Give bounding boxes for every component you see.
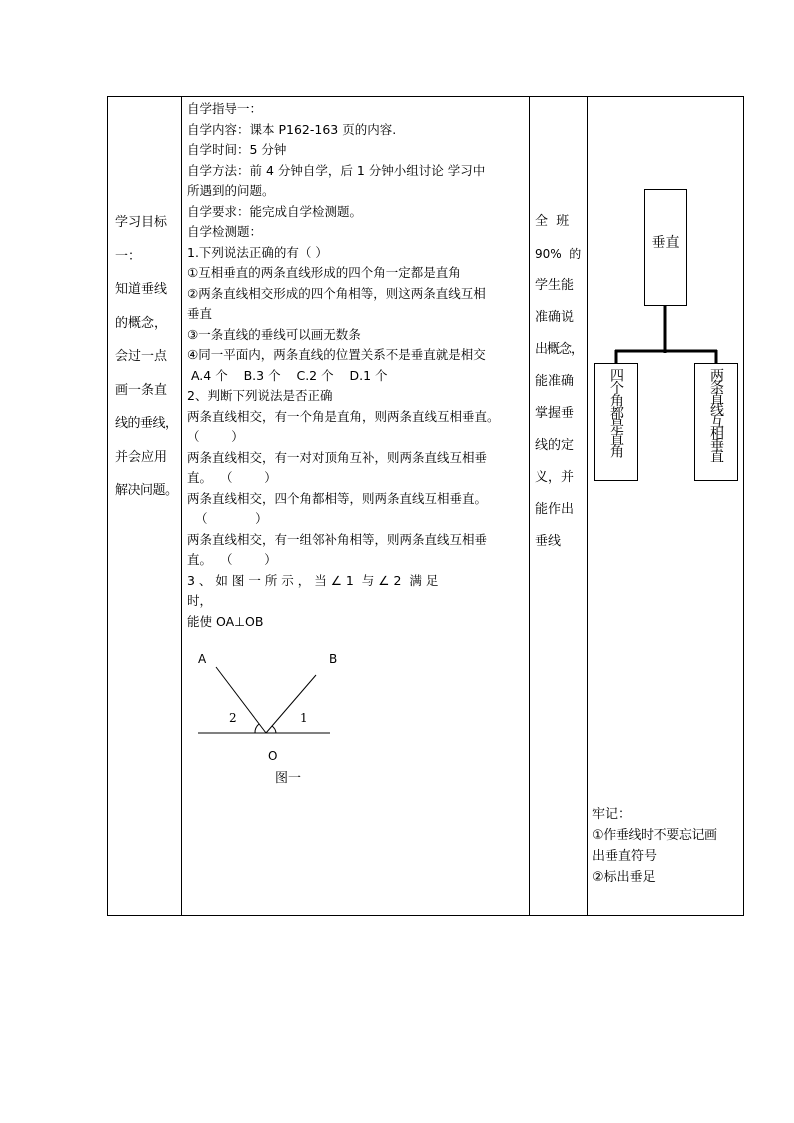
angle-figure	[190, 645, 340, 790]
question-1-c: ③一条直线的垂线可以画无数条	[187, 326, 361, 342]
note-item-1-cont: 出垂直符号	[592, 849, 658, 864]
right-concept-box	[694, 363, 738, 481]
target-line: 90% 的	[535, 247, 582, 261]
angle-1-arc	[272, 726, 276, 733]
question-3: 3 、 如 图 一 所 示 ， 当 ∠ 1 与 ∠ 2 满 足	[187, 572, 439, 588]
target-line: 义，并	[535, 470, 575, 485]
guide-title: 自学指导一：	[187, 101, 263, 116]
label-1: 1	[300, 711, 308, 725]
label-a: A	[198, 652, 207, 666]
question-2-a-blank: （ ）	[187, 429, 244, 444]
question-2-b: 两条直线相交，有一对对顶角互补，则两条直线互相垂	[187, 449, 488, 465]
question-3-cont: 时，	[187, 593, 213, 608]
root-concept-label: 垂直	[651, 234, 680, 251]
study-content: 自学内容：课本 P162-163 页的内容.	[187, 121, 397, 137]
question-1-a: ①互相垂直的两条直线形成的四个角一定都是直角	[187, 265, 461, 280]
left-concept-label: 四个角都是直角	[608, 368, 624, 457]
label-b: B	[329, 652, 338, 666]
label-2: 2	[229, 711, 237, 725]
goal-line: 并会应用	[115, 449, 168, 465]
goal-line: 画一条直	[115, 382, 168, 398]
question-1-b-cont: 垂直	[187, 306, 213, 321]
goal-line: 的概念，	[115, 315, 168, 331]
learning-goal-cell	[107, 96, 181, 916]
question-1: 1.下列说法正确的有（ ）	[187, 244, 328, 260]
question-2-c-blank: （ ）	[187, 511, 268, 526]
check-title: 自学检测题：	[187, 224, 263, 239]
right-concept-label: 两条直线互相垂直	[708, 368, 724, 461]
target-line: 线的定	[535, 438, 575, 453]
study-method: 自学方法：前 4 分钟自学，后 1 分钟小组讨论 学习中	[187, 162, 486, 178]
question-2-b-blank: 直。 （ ）	[187, 470, 277, 485]
study-method-cont: 所遇到的问题。	[187, 183, 275, 198]
target-line: 能作出	[535, 502, 575, 517]
goal-line: 线的垂线，	[115, 416, 178, 431]
root-concept-box	[644, 189, 687, 306]
angle-2-arc	[255, 724, 259, 733]
target-line: 准确说	[535, 310, 575, 325]
study-requirement: 自学要求：能完成自学检测题。	[187, 203, 363, 219]
question-1-d: ④同一平面内，两条直线的位置关系不是垂直就是相交	[187, 347, 486, 362]
target-line: 掌握垂	[535, 406, 575, 421]
question-2-d-blank: 直。 （ ）	[187, 552, 277, 567]
study-time: 自学时间：5 分钟	[187, 142, 287, 157]
target-line: 全 班	[535, 214, 570, 229]
goal-line: 学习目标	[115, 215, 168, 230]
ray-ob	[266, 675, 316, 733]
question-2-d: 两条直线相交，有一组邻补角相等，则两条直线互相垂	[187, 531, 488, 547]
diagram-connectors	[587, 300, 744, 370]
note-item-1: ①作垂线时不要忘记画	[592, 828, 717, 843]
ray-oa	[216, 667, 266, 733]
question-2-c: 两条直线相交，四个角都相等，则两条直线互相垂直。	[187, 490, 488, 506]
figure-caption: 图一	[275, 771, 302, 786]
goal-line: 知道垂线	[115, 282, 168, 297]
target-line: 垂线	[535, 534, 562, 549]
question-2: 2、判断下列说法是否正确	[187, 388, 333, 403]
target-cell	[529, 96, 587, 916]
left-concept-box	[594, 363, 638, 481]
question-1-b: ②两条直线相交形成的四个角相等，则这两条直线互相	[187, 285, 486, 301]
target-line: 能准确	[535, 374, 575, 389]
label-o: O	[268, 749, 278, 763]
goal-line: 会过一点	[115, 349, 168, 364]
question-1-options: A.4 个 B.3 个 C.2 个 D.1 个	[187, 367, 388, 383]
note-title: 牢记：	[592, 807, 632, 822]
target-line: 学生能	[535, 278, 575, 293]
goal-line: 一：	[115, 248, 142, 264]
note-item-2: ②标出垂足	[592, 870, 656, 885]
question-2-a: 两条直线相交，有一个角是直角，则两条直线互相垂直。	[187, 408, 500, 424]
target-line: 出概念，	[535, 342, 584, 357]
self-study-cell	[181, 96, 529, 916]
question-3-cont2: 能使 OA⊥OB	[187, 613, 264, 629]
remember-note	[592, 804, 742, 888]
goal-line: 解决问题。	[115, 483, 178, 498]
